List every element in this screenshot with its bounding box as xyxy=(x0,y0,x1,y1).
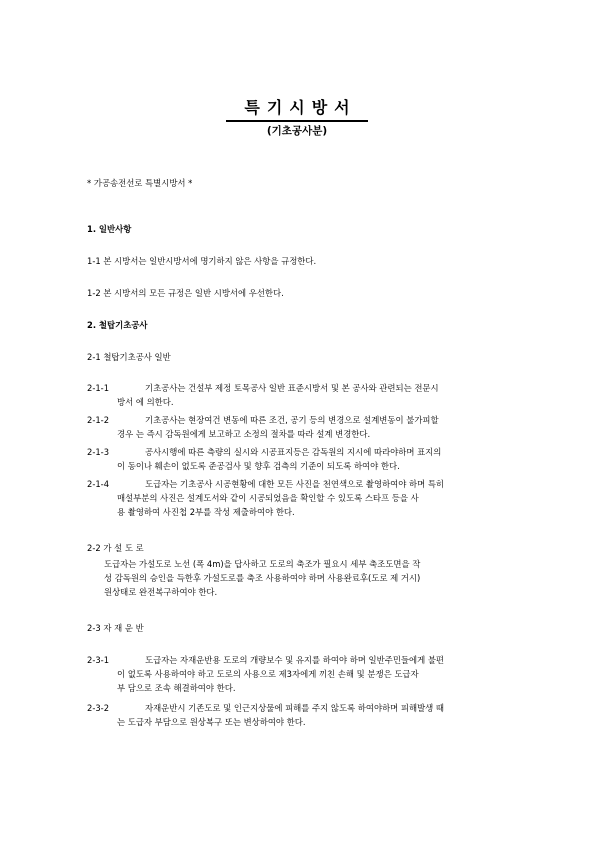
section-1-heading: 1. 일반사항 xyxy=(87,224,132,234)
paragraph-line: 원상태로 완전복구하여야 한다. xyxy=(104,587,218,597)
clause-text-continued: 용 촬영하여 사진첩 2부를 작성 제출하여야 한다. xyxy=(117,507,295,517)
clause-number: 2-3-2 xyxy=(87,703,110,713)
clause-text: 공사시행에 따른 측량의 실시와 시공표지등은 감독원의 지시에 따라야하며 표지의 xyxy=(145,447,442,457)
clause-number: 2-1-4 xyxy=(87,479,110,489)
clause-text: 자재운반시 기존도로 및 인근지상물에 피해를 주지 않도록 하여야하며 피해발생 때 xyxy=(145,703,445,713)
clause-text-continued: 방서 에 의한다. xyxy=(117,397,174,407)
clause-2-3-2 xyxy=(87,701,527,729)
subsection-2-2-body xyxy=(87,557,527,599)
clause-number: 2-3-1 xyxy=(87,655,110,665)
clause-2-1-3 xyxy=(87,445,527,473)
subsection-2-1-heading: 2-1 철탑기초공사 일반 xyxy=(87,352,171,362)
paragraph-line: 성 감독원의 승인을 득한후 가설도로를 축조 사용하여야 하며 사용완료후(도로 제 거시) xyxy=(104,573,421,583)
paragraph-line: 도급자는 가설도로 노선 (폭 4m)을 답사하고 도로의 축조가 필요시 세부 축조도면을 작 xyxy=(104,559,421,569)
clause-number: 2-1-1 xyxy=(87,383,110,393)
clause-text-continued: 매설부분의 사진은 설계도서와 같이 시공되었음을 확인할 수 있도록 스타프 등을 사 xyxy=(117,493,419,503)
clause-text-continued: 부 담으로 조속 해결하여야 한다. xyxy=(117,683,236,693)
section-1-item-1: 1-1 본 시방서는 일반시방서에 명기하지 않은 사항을 규정한다. xyxy=(87,256,317,266)
subsection-2-2-heading: 2-2 가 설 도 로 xyxy=(87,543,144,553)
clause-text: 도급자는 자재운반용 도로의 개량보수 및 유지를 하여야 하며 일반주민들에게 불편 xyxy=(145,655,445,665)
clause-text-continued: 경우 는 즉시 감독원에게 보고하고 소정의 절차를 따라 설계 변경한다. xyxy=(117,429,371,439)
clause-text-continued: 는 도급자 부담으로 원상복구 또는 변상하여야 한다. xyxy=(117,717,306,727)
clause-2-1-4 xyxy=(87,477,527,519)
clause-number: 2-1-2 xyxy=(87,415,110,425)
clause-2-3-1 xyxy=(87,653,527,695)
clause-text-continued: 이 동이나 훼손이 없도록 준공검사 및 향후 검측의 기준이 되도록 하여야 한다. xyxy=(117,461,400,471)
subsection-2-3-heading: 2-3 자 재 운 반 xyxy=(87,623,144,633)
clause-text: 기초공사는 현장여건 변동에 따른 조건, 공기 등의 변경으로 설계변동이 불가피할 xyxy=(145,415,439,425)
clause-text: 도급자는 기초공사 시공현황에 대한 모든 사진을 천연색으로 촬영하여야 하며 특히 xyxy=(145,479,445,489)
clause-text-continued: 이 없도록 사용하여야 하고 도로의 사용으로 제3자에게 끼친 손해 및 분쟁은 도급자 xyxy=(117,669,419,679)
section-2-heading: 2. 철탑기초공사 xyxy=(87,320,148,330)
intro-line: * 가공송전선로 특별시방서 * xyxy=(87,178,193,188)
section-1-item-2: 1-2 본 시방서의 모든 규정은 일반 시방서에 우선한다. xyxy=(87,288,284,298)
document-subtitle: (기초공사분) xyxy=(266,125,328,137)
clause-number: 2-1-3 xyxy=(87,447,110,457)
clause-2-1-1 xyxy=(87,381,527,409)
clause-text: 기초공사는 건설부 제정 토목공사 일반 표준시방서 및 본 공사와 관련되는 전문시 xyxy=(145,383,439,393)
document-title: 특기시방서 xyxy=(226,96,368,122)
clause-2-1-2 xyxy=(87,413,527,441)
